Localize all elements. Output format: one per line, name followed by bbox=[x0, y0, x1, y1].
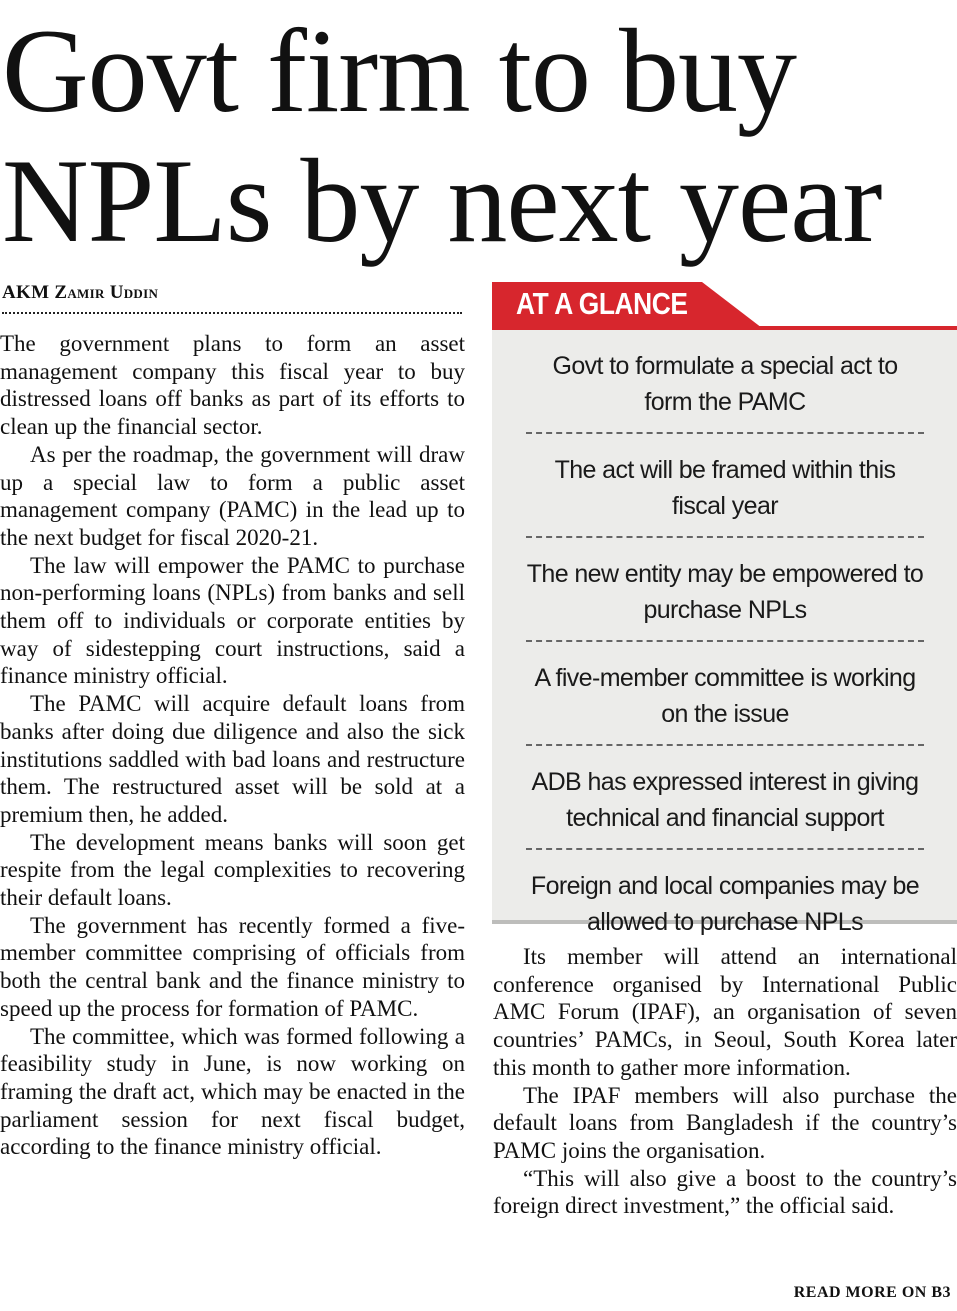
headline-line-2: NPLs by next year bbox=[2, 134, 882, 267]
list-item-text: A five-member committee is working on the issue bbox=[534, 664, 916, 728]
headline-line-1: Govt firm to buy bbox=[2, 4, 796, 137]
list-item-text: ADB has expressed interest in giving technical and financial support bbox=[531, 768, 919, 832]
paragraph: The PAMC will acquire default loans from banks after doing due diligence and also the sick institutions saddled with bad loans and restructure them. The restructured asset will be sold at a premium then, he added. bbox=[0, 691, 465, 827]
list-item-text: The new entity may be empowered to purchase NPLs bbox=[526, 560, 924, 624]
paragraph: The law will empower the PAMC to purchase non-performing loans (NPLs) from banks and sell them off to individuals or corporate entities by way of sidestepping court instructions, said a finance ministry official. bbox=[0, 552, 465, 689]
paragraph: Its member will attend an international conference organised by International Public AMC Forum (IPAF), an organisation of seven countries’ PAMCs, in Seoul, South Korea later this month to gather more information. bbox=[493, 944, 957, 1080]
paragraph: The development means banks will soon get respite from the legal complexities to recovering their default loans. bbox=[0, 829, 465, 911]
byline: AKM Zamir Uddin bbox=[2, 282, 159, 303]
at-a-glance-title: AT A GLANCE bbox=[516, 286, 688, 321]
paragraph: The government has recently formed a five-member committee comprising of officials from both the central bank and the finance ministry to speed up the process for formation of PAMC. bbox=[0, 912, 465, 1021]
read-more-link[interactable]: READ MORE ON B3 bbox=[793, 1284, 951, 1301]
paragraph: The committee, which was formed following a feasibility study in June, is now working on framing the draft act, which may be enacted in the parliament session for next fiscal budget, according to the finance ministry official. bbox=[0, 1023, 465, 1160]
at-a-glance-box bbox=[492, 282, 957, 936]
paragraph: As per the roadmap, the government will draw up a special law to form a public asset management company (PAMC) in the lead up to the next budget for fiscal 2020-21. bbox=[0, 441, 465, 550]
list-item bbox=[526, 850, 924, 952]
list-item-text: Foreign and local companies may be allowed to purchase NPLs bbox=[530, 872, 920, 936]
headline bbox=[2, 6, 957, 266]
paragraph: The IPAF members will also purchase the default loans from Bangladesh if the country’s PAMC joins the organisation. bbox=[493, 1082, 957, 1163]
list-item bbox=[526, 538, 924, 642]
list-item-text: The act will be framed within this fiscal year bbox=[554, 456, 896, 520]
list-item bbox=[526, 434, 924, 538]
paragraph: The government plans to form an asset management company this fiscal year to buy distressed loans off banks as part of its efforts to clean up the financial sector. bbox=[0, 331, 465, 440]
list-item bbox=[526, 746, 924, 850]
paragraph: “This will also give a boost to the country’s foreign direct investment,” the official said. bbox=[493, 1165, 957, 1219]
list-item bbox=[526, 642, 924, 746]
at-a-glance-list bbox=[526, 330, 924, 952]
article-body-right-column bbox=[493, 943, 957, 1220]
byline-divider bbox=[2, 312, 462, 314]
list-item-text: Govt to formulate a special act to form the PAMC bbox=[552, 352, 898, 416]
at-a-glance-body bbox=[492, 330, 957, 936]
list-item bbox=[526, 330, 924, 434]
article-body-left-column bbox=[0, 330, 465, 1161]
